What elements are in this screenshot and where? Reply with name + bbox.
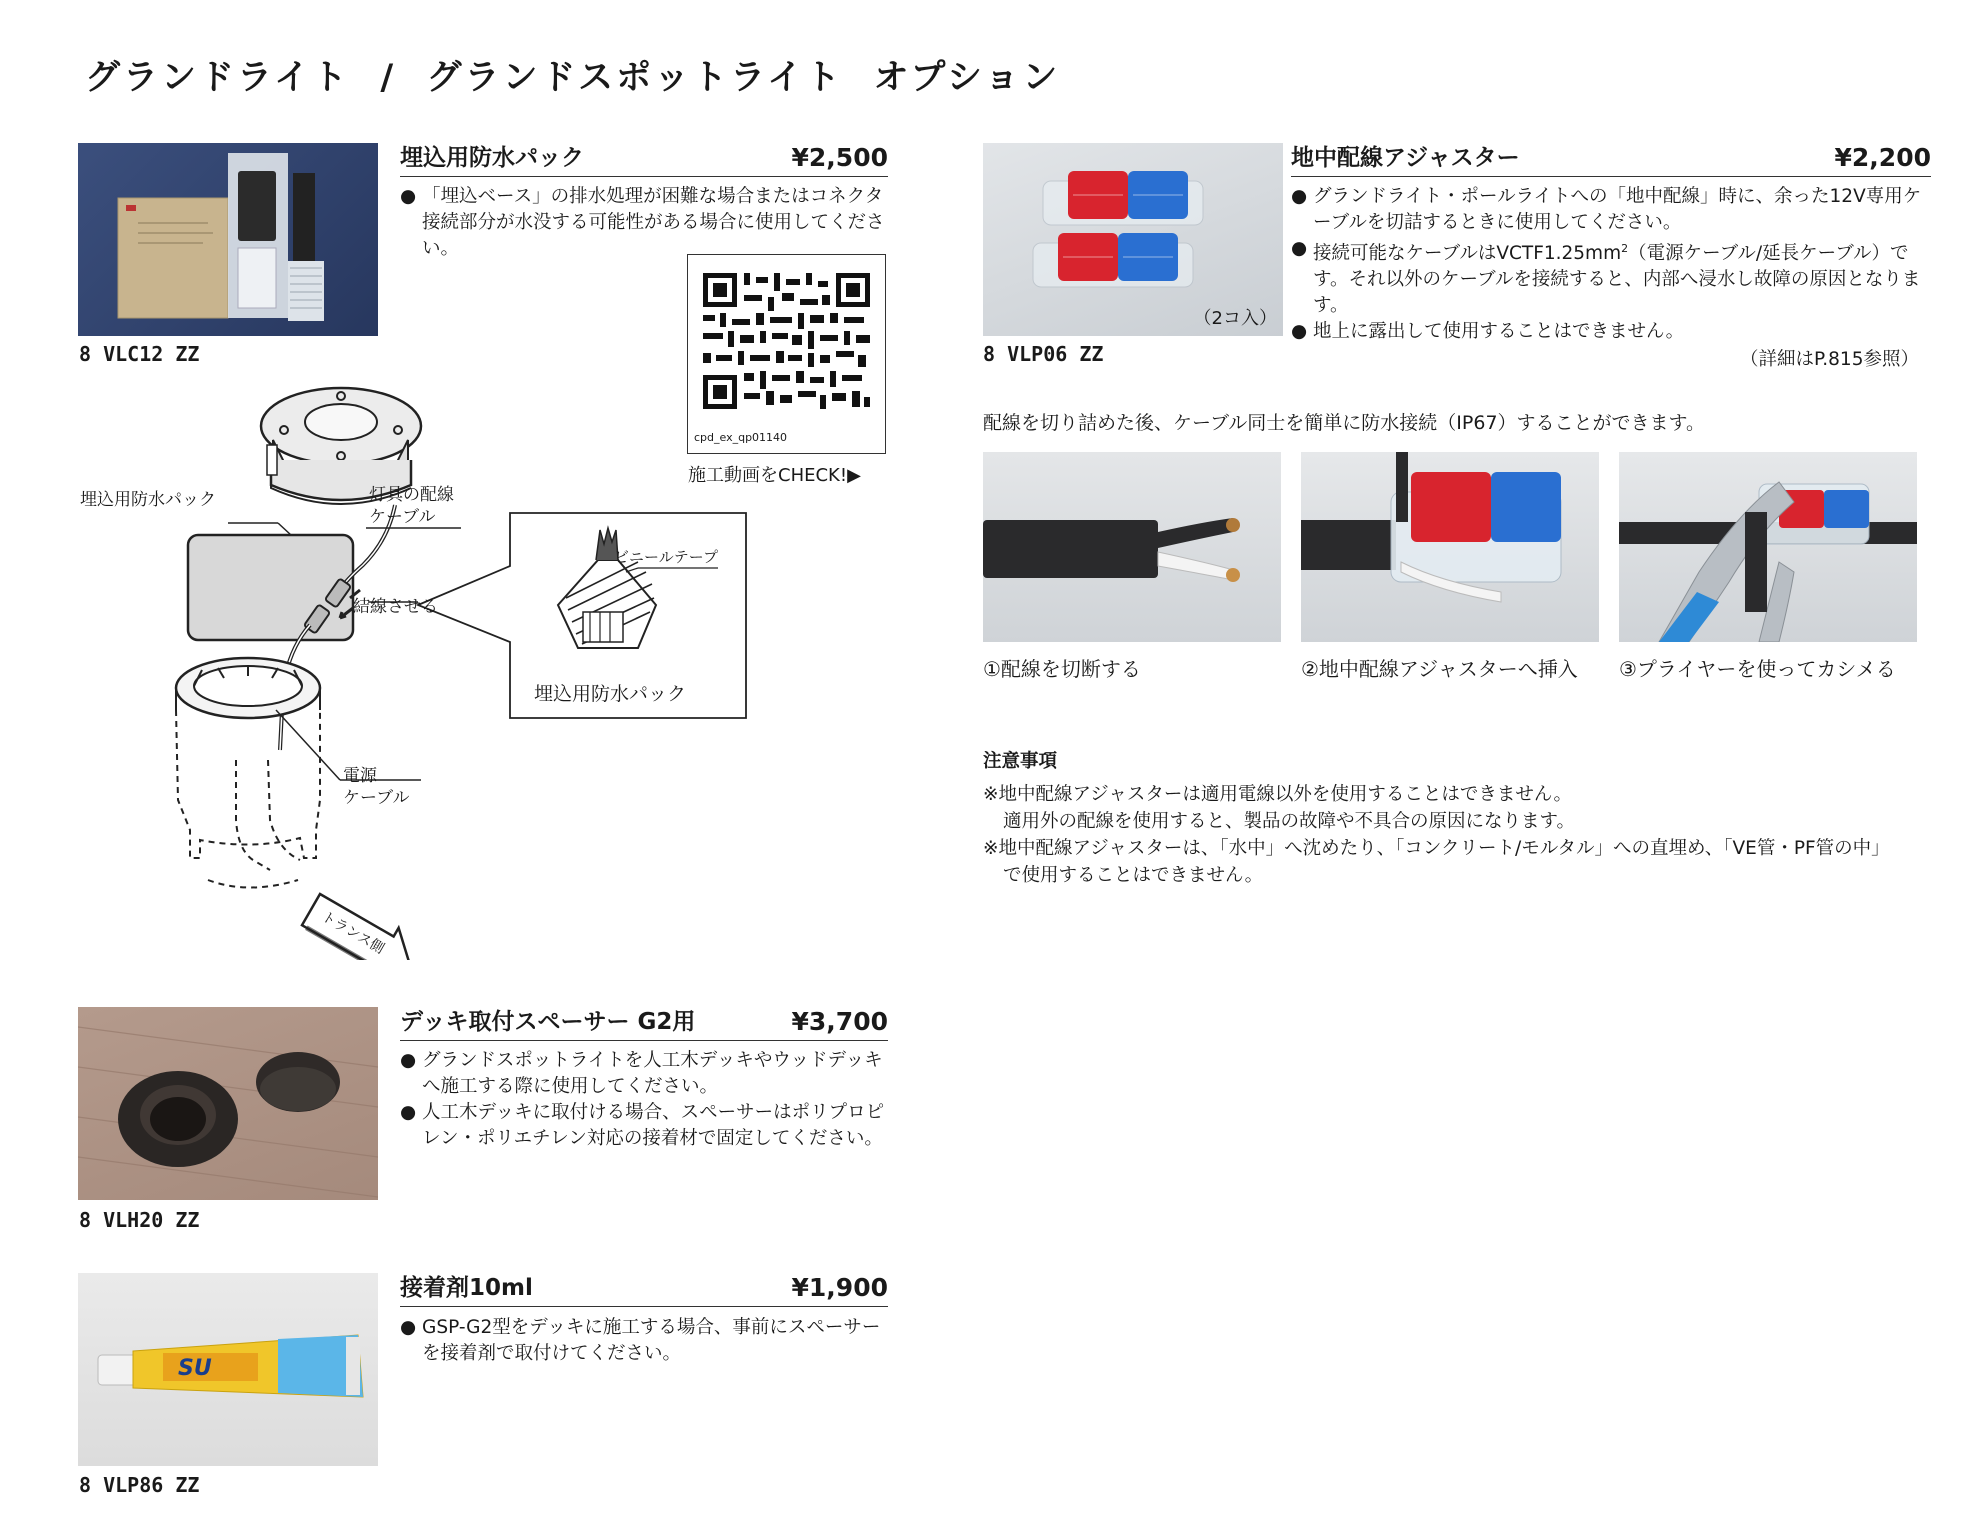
diagram-cable-label-2: ケーブル	[369, 507, 436, 527]
bullet-item: ● グランドスポットライトを人工木デッキやウッドデッキへ施工する際に使用してください。	[400, 1050, 883, 1097]
caution-notes	[983, 748, 1933, 889]
product-header	[400, 140, 888, 177]
step-1-photo	[983, 452, 1281, 642]
bullet-item: ● 地上に露出して使用することはできません。	[1291, 321, 1685, 343]
product-name: 接着剤10ml	[400, 1275, 533, 1301]
note-line: ※地中配線アジャスターは適用電線以外を使用することはできません。	[983, 784, 1573, 805]
bullet-item: ● グランドライト・ポールライトへの「地中配線」時に、余った12V専用ケーブルを切詰するときに使用してください。	[1291, 186, 1922, 233]
bullet-item: ● GSP-G2型をデッキに施工する場合、事前にスペーサーを接着剤で取付けてください。	[400, 1317, 881, 1364]
note-line: で使用することはできません。	[1003, 865, 1264, 886]
product-price: ¥2,200	[1834, 143, 1931, 172]
product-code: 8 VLC12 ZZ	[79, 342, 200, 366]
qr-code-text: cpd_ex_qp01140	[694, 431, 788, 444]
product-header	[1291, 140, 1931, 177]
waterproof-pack-photo	[78, 143, 378, 336]
diagram-inset-label: 埋込用防水パック	[534, 683, 687, 705]
step-2-photo	[1301, 452, 1599, 642]
product-bullets	[400, 1315, 890, 1367]
product-price: ¥1,900	[791, 1273, 888, 1302]
product-bullets	[400, 1048, 890, 1152]
step-caption: ①配線を切断する	[983, 657, 1141, 681]
step-caption: ③プライヤーを使ってカシメる	[1619, 657, 1896, 681]
note-line: 適用外の配線を使用すると、製品の故障や不具合の原因になります。	[1003, 811, 1576, 832]
adhesive-photo	[78, 1273, 378, 1466]
note-line: ※地中配線アジャスターは、「水中」へ沈めたり、「コンクリート/モルタル」への直埋め、「VE管・PF管の中」	[983, 838, 1890, 859]
product-code: 8 VLP86 ZZ	[79, 1473, 200, 1497]
product-header	[400, 1004, 888, 1041]
product-price: ¥3,700	[791, 1007, 888, 1036]
product-name: 埋込用防水パック	[400, 145, 584, 171]
bullet-item: ● 接続可能なケーブルは$VCTF1.25mm^2$（電源ケーブル/延長ケーブル）です。それ以外のケーブルを接続すると、内部へ浸水し故障の原因となります。	[1291, 238, 1921, 317]
adjuster-photo	[983, 143, 1283, 336]
diagram-power-label-1: 電源	[343, 766, 377, 786]
product-code: 8 VLH20 ZZ	[79, 1208, 200, 1232]
diagram-cable-label-1: 灯具の配線	[369, 485, 454, 505]
diagram-pack-label: 埋込用防水パック	[80, 490, 216, 510]
diagram-tape-label: ビニールテープ	[614, 548, 718, 566]
photo-qty-note: （2コ入）	[1193, 308, 1277, 329]
adjuster-intro: 配線を切り詰めた後、ケーブル同士を簡単に防水接続（IP67）することができます。	[983, 412, 1706, 434]
deck-spacer-photo	[78, 1007, 378, 1200]
reference-note: （詳細はP.815参照）	[1740, 349, 1919, 370]
bullet-item: ● 人工木デッキに取付ける場合、スペーサーはポリプロピレン・ポリエチレン対応の接着材で固定してください。	[400, 1102, 885, 1149]
product-header	[400, 1270, 888, 1307]
product-name: デッキ取付スペーサー G2用	[400, 1009, 696, 1035]
product-name: 地中配線アジャスター	[1291, 145, 1520, 171]
installation-diagram	[78, 380, 758, 960]
notes-heading: 注意事項	[983, 751, 1058, 772]
step-3-photo	[1619, 452, 1917, 642]
svg-text:SU: SU	[178, 1356, 212, 1381]
product-code: 8 VLP06 ZZ	[983, 342, 1104, 366]
diagram-power-label-2: ケーブル	[343, 788, 410, 808]
product-bullets	[1291, 184, 1936, 345]
step-caption: ②地中配線アジャスターへ挿入	[1301, 657, 1578, 681]
page-title: グランドライト / グランドスポットライト オプション	[85, 58, 1061, 98]
bullet-item: ● 「埋込ベース」の排水処理が困難な場合またはコネクタ接続部分が水没する可能性がある場合に使用してください。	[400, 186, 885, 259]
diagram-bind-label: 結線させる	[353, 597, 438, 617]
product-price: ¥2,500	[791, 143, 888, 172]
product-bullets	[400, 184, 890, 262]
diagram-trans-arrow-text: トランス側	[318, 908, 387, 958]
qr-cta-link[interactable]: 施工動画をCHECK!▶	[688, 465, 861, 486]
